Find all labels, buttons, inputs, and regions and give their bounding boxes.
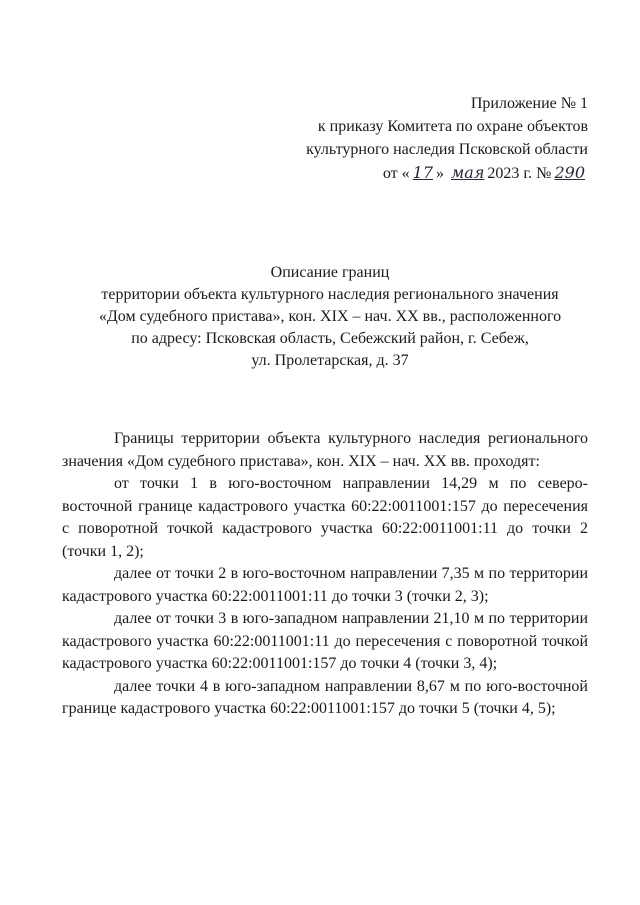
title-line-3: «Дом судебного пристава», кон. XIX – нач. XX вв., расположенного [98,308,562,325]
document-title [60,262,600,372]
date-prefix: от « [382,165,410,182]
appendix-order-line: к приказу Комитета по охране объектов [317,118,588,135]
appendix-header [288,92,588,185]
date-mid: » [436,165,445,182]
title-line-1: Описание границ [270,264,390,281]
date-day-handwritten: 17 [412,163,434,182]
title-line-5: ул. Пролетарская, д. 37 [251,352,409,369]
boundary-paragraph-3: далее от точки 3 в юго-западном направлении 21,10 м по территории кадастрового участка 60:22:0011001:11 до пересечения с поворотной точкой кадастрового участка 60:22:0011001:157 до точки 4 (точки 3, 4); [62,610,588,672]
title-line-2: территории объекта культурного наследия регионального значения [101,286,559,303]
appendix-date-line [288,161,588,185]
document-body [62,428,588,721]
date-year: 2023 г. № [487,165,552,182]
order-number-handwritten: 290 [554,163,585,182]
appendix-committee-line: культурного наследия Псковской области [306,141,588,158]
appendix-title: Приложение № 1 [470,95,588,112]
boundary-paragraph-4: далее точки 4 в юго-западном направлении 8,67 м по юго-восточной границе кадастрового участка 60:22:0011001:157 до точки 5 (точки 4, 5); [62,677,588,717]
date-month-handwritten: мая [451,163,485,182]
boundary-paragraph-2: далее от точки 2 в юго-восточном направлении 7,35 м по территории кадастрового участка 60:22:0011001:11 до точки 3 (точки 2, 3); [62,565,588,605]
boundary-paragraph-1: от точки 1 в юго-восточном направлении 14,29 м по северо-восточной границе кадастрового участка 60:22:0011001:157 до пересечения с поворотной точкой кадастрового участка 60:22:0011001:11 до точки 2 (точки 1, 2); [62,475,588,560]
title-line-4: по адресу: Псковская область, Себежский район, г. Себеж, [131,330,529,347]
intro-paragraph: Границы территории объекта культурного наследия регионального значения «Дом судебного пристава», кон. XIX – нач. XX вв. проходят: [62,430,588,470]
